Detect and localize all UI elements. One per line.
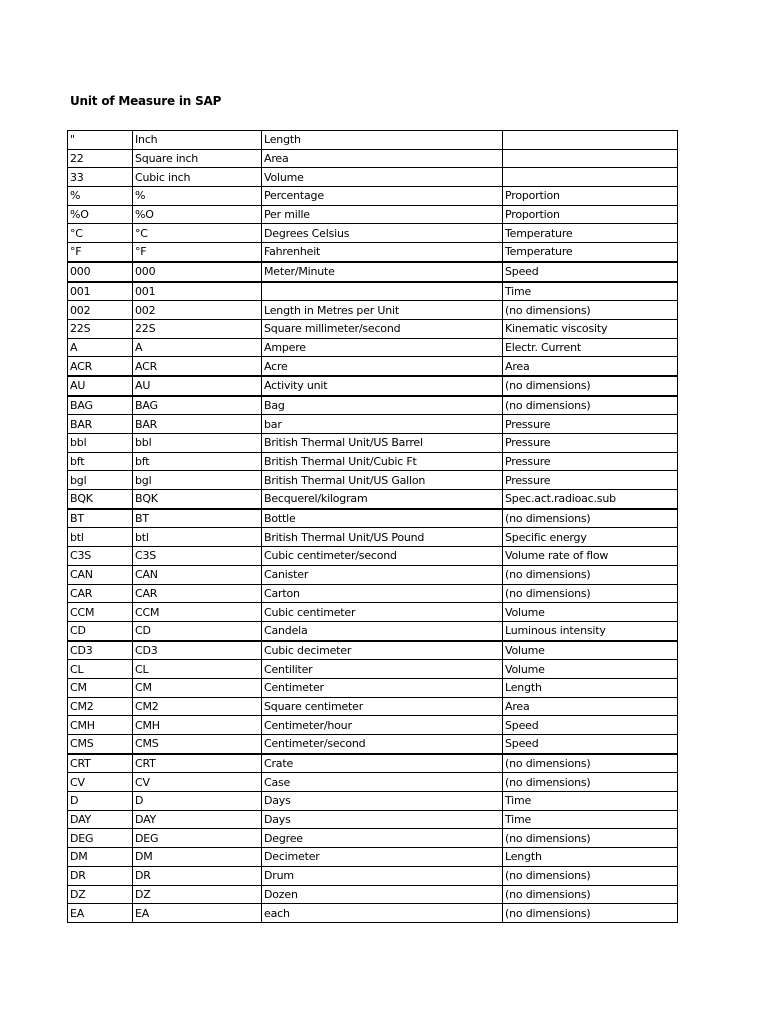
table-row — [68, 452, 678, 471]
table-row — [68, 490, 678, 509]
table-row — [68, 471, 678, 490]
internal-uom-cell: 002 — [133, 301, 262, 320]
internal-uom-cell: BAR — [133, 415, 262, 434]
internal-uom-cell: 001 — [133, 282, 262, 301]
external-uom-cell: % — [68, 187, 133, 206]
dimension-cell: (no dimensions) — [503, 866, 678, 885]
dimension-cell: Speed — [503, 262, 678, 282]
external-uom-cell: 22S — [68, 319, 133, 338]
description-cell: Drum — [262, 866, 503, 885]
internal-uom-cell: CD3 — [133, 641, 262, 660]
internal-uom-cell: ACR — [133, 357, 262, 376]
table-row — [68, 885, 678, 904]
internal-uom-cell: DZ — [133, 885, 262, 904]
internal-uom-cell: C3S — [133, 547, 262, 566]
dimension-cell: Pressure — [503, 434, 678, 453]
table-row — [68, 678, 678, 697]
internal-uom-cell: CV — [133, 773, 262, 792]
table-row — [68, 660, 678, 679]
external-uom-cell: CL — [68, 660, 133, 679]
external-uom-cell: CMS — [68, 735, 133, 754]
external-uom-cell: CCM — [68, 603, 133, 622]
table-row — [68, 754, 678, 773]
table-row — [68, 697, 678, 716]
table-row — [68, 168, 678, 187]
internal-uom-cell: Square inch — [133, 149, 262, 168]
description-cell: Cubic decimeter — [262, 641, 503, 660]
dimension-cell: (no dimensions) — [503, 904, 678, 923]
description-cell: Degree — [262, 829, 503, 848]
table-row — [68, 319, 678, 338]
external-uom-cell: CAR — [68, 584, 133, 603]
external-uom-cell: bbl — [68, 434, 133, 453]
internal-uom-cell: CD — [133, 621, 262, 640]
external-uom-cell: AU — [68, 376, 133, 396]
external-uom-cell: DAY — [68, 810, 133, 829]
description-cell: Bottle — [262, 509, 503, 528]
internal-uom-cell: BQK — [133, 490, 262, 509]
dimension-cell: Proportion — [503, 187, 678, 206]
description-cell: bar — [262, 415, 503, 434]
dimension-cell: (no dimensions) — [503, 773, 678, 792]
internal-uom-cell: CM2 — [133, 697, 262, 716]
table-row — [68, 396, 678, 415]
internal-uom-cell: 000 — [133, 262, 262, 282]
description-cell: each — [262, 904, 503, 923]
description-cell: Crate — [262, 754, 503, 773]
internal-uom-cell: btl — [133, 528, 262, 547]
description-cell: Cubic centimeter — [262, 603, 503, 622]
external-uom-cell: bgl — [68, 471, 133, 490]
table-row — [68, 262, 678, 282]
internal-uom-cell: DAY — [133, 810, 262, 829]
internal-uom-cell: Cubic inch — [133, 168, 262, 187]
description-cell — [262, 282, 503, 301]
dimension-cell — [503, 168, 678, 187]
table-row — [68, 829, 678, 848]
dimension-cell: Volume — [503, 641, 678, 660]
description-cell: Area — [262, 149, 503, 168]
dimension-cell: Time — [503, 792, 678, 811]
table-row — [68, 621, 678, 640]
table-row — [68, 187, 678, 206]
dimension-cell: (no dimensions) — [503, 885, 678, 904]
description-cell: Meter/Minute — [262, 262, 503, 282]
description-cell: Becquerel/kilogram — [262, 490, 503, 509]
internal-uom-cell: BAG — [133, 396, 262, 415]
table-row — [68, 848, 678, 867]
dimension-cell: Temperature — [503, 243, 678, 262]
description-cell: Days — [262, 792, 503, 811]
description-cell: Fahrenheit — [262, 243, 503, 262]
description-cell: Degrees Celsius — [262, 224, 503, 243]
description-cell: Centimeter/second — [262, 735, 503, 754]
internal-uom-cell: °F — [133, 243, 262, 262]
dimension-cell: Kinematic viscosity — [503, 319, 678, 338]
table-row — [68, 641, 678, 660]
external-uom-cell: DZ — [68, 885, 133, 904]
description-cell: Activity unit — [262, 376, 503, 396]
internal-uom-cell: Inch — [133, 131, 262, 150]
table-row — [68, 565, 678, 584]
internal-uom-cell: DR — [133, 866, 262, 885]
table-row — [68, 415, 678, 434]
external-uom-cell: CV — [68, 773, 133, 792]
table-row — [68, 282, 678, 301]
description-cell: Square millimeter/second — [262, 319, 503, 338]
internal-uom-cell: CCM — [133, 603, 262, 622]
description-cell: Per mille — [262, 205, 503, 224]
table-row — [68, 338, 678, 357]
internal-uom-cell: 22S — [133, 319, 262, 338]
internal-uom-cell: CMH — [133, 716, 262, 735]
external-uom-cell: °C — [68, 224, 133, 243]
external-uom-cell: CAN — [68, 565, 133, 584]
description-cell: Case — [262, 773, 503, 792]
table-row — [68, 149, 678, 168]
dimension-cell: (no dimensions) — [503, 301, 678, 320]
table-row — [68, 131, 678, 150]
external-uom-cell: °F — [68, 243, 133, 262]
table-row — [68, 603, 678, 622]
description-cell: Decimeter — [262, 848, 503, 867]
internal-uom-cell: AU — [133, 376, 262, 396]
external-uom-cell: 22 — [68, 149, 133, 168]
dimension-cell: Area — [503, 357, 678, 376]
dimension-cell: Electr. Current — [503, 338, 678, 357]
dimension-cell: Temperature — [503, 224, 678, 243]
external-uom-cell: 33 — [68, 168, 133, 187]
table-row — [68, 357, 678, 376]
description-cell: Ampere — [262, 338, 503, 357]
internal-uom-cell: %O — [133, 205, 262, 224]
external-uom-cell: ACR — [68, 357, 133, 376]
description-cell: Centimeter — [262, 678, 503, 697]
external-uom-cell: 001 — [68, 282, 133, 301]
document-title: Unit of Measure in SAP — [70, 94, 222, 108]
dimension-cell: Pressure — [503, 415, 678, 434]
table-row — [68, 434, 678, 453]
table-row — [68, 792, 678, 811]
table-row — [68, 904, 678, 923]
description-cell: Acre — [262, 357, 503, 376]
dimension-cell: Volume rate of flow — [503, 547, 678, 566]
description-cell: British Thermal Unit/US Barrel — [262, 434, 503, 453]
internal-uom-cell: DM — [133, 848, 262, 867]
description-cell: Days — [262, 810, 503, 829]
external-uom-cell: CD3 — [68, 641, 133, 660]
description-cell: Percentage — [262, 187, 503, 206]
table-row — [68, 224, 678, 243]
internal-uom-cell: bft — [133, 452, 262, 471]
description-cell: British Thermal Unit/Cubic Ft — [262, 452, 503, 471]
external-uom-cell: " — [68, 131, 133, 150]
dimension-cell: Luminous intensity — [503, 621, 678, 640]
internal-uom-cell: CL — [133, 660, 262, 679]
dimension-cell: (no dimensions) — [503, 396, 678, 415]
internal-uom-cell: CAN — [133, 565, 262, 584]
external-uom-cell: C3S — [68, 547, 133, 566]
external-uom-cell: 002 — [68, 301, 133, 320]
internal-uom-cell: CMS — [133, 735, 262, 754]
dimension-cell: (no dimensions) — [503, 754, 678, 773]
unit-of-measure-table — [67, 130, 678, 923]
dimension-cell: (no dimensions) — [503, 829, 678, 848]
internal-uom-cell: BT — [133, 509, 262, 528]
description-cell: Length — [262, 131, 503, 150]
dimension-cell: Volume — [503, 603, 678, 622]
dimension-cell: Pressure — [503, 452, 678, 471]
dimension-cell: Proportion — [503, 205, 678, 224]
internal-uom-cell: A — [133, 338, 262, 357]
dimension-cell: Time — [503, 810, 678, 829]
dimension-cell: Length — [503, 678, 678, 697]
external-uom-cell: bft — [68, 452, 133, 471]
description-cell: British Thermal Unit/US Pound — [262, 528, 503, 547]
external-uom-cell: BAG — [68, 396, 133, 415]
table-row — [68, 547, 678, 566]
external-uom-cell: BAR — [68, 415, 133, 434]
description-cell: Carton — [262, 584, 503, 603]
external-uom-cell: CMH — [68, 716, 133, 735]
external-uom-cell: DR — [68, 866, 133, 885]
dimension-cell: Spec.act.radioac.sub — [503, 490, 678, 509]
internal-uom-cell: CM — [133, 678, 262, 697]
description-cell: Dozen — [262, 885, 503, 904]
external-uom-cell: %O — [68, 205, 133, 224]
description-cell: Cubic centimeter/second — [262, 547, 503, 566]
internal-uom-cell: D — [133, 792, 262, 811]
internal-uom-cell: % — [133, 187, 262, 206]
internal-uom-cell: °C — [133, 224, 262, 243]
table-row — [68, 301, 678, 320]
description-cell: Volume — [262, 168, 503, 187]
internal-uom-cell: CAR — [133, 584, 262, 603]
table-row — [68, 509, 678, 528]
description-cell: Canister — [262, 565, 503, 584]
dimension-cell: Pressure — [503, 471, 678, 490]
dimension-cell: Specific energy — [503, 528, 678, 547]
external-uom-cell: BQK — [68, 490, 133, 509]
description-cell: Centimeter/hour — [262, 716, 503, 735]
dimension-cell: Length — [503, 848, 678, 867]
table-row — [68, 735, 678, 754]
dimension-cell: (no dimensions) — [503, 376, 678, 396]
internal-uom-cell: EA — [133, 904, 262, 923]
table-row — [68, 773, 678, 792]
dimension-cell: (no dimensions) — [503, 584, 678, 603]
table-row — [68, 810, 678, 829]
description-cell: Candela — [262, 621, 503, 640]
external-uom-cell: EA — [68, 904, 133, 923]
dimension-cell: Speed — [503, 735, 678, 754]
external-uom-cell: CM — [68, 678, 133, 697]
dimension-cell: Volume — [503, 660, 678, 679]
internal-uom-cell: bgl — [133, 471, 262, 490]
table-row — [68, 528, 678, 547]
external-uom-cell: D — [68, 792, 133, 811]
table-row — [68, 243, 678, 262]
external-uom-cell: CRT — [68, 754, 133, 773]
dimension-cell — [503, 131, 678, 150]
description-cell: Bag — [262, 396, 503, 415]
table-row — [68, 716, 678, 735]
dimension-cell: Time — [503, 282, 678, 301]
dimension-cell: Area — [503, 697, 678, 716]
external-uom-cell: 000 — [68, 262, 133, 282]
external-uom-cell: CD — [68, 621, 133, 640]
external-uom-cell: A — [68, 338, 133, 357]
description-cell: Centiliter — [262, 660, 503, 679]
external-uom-cell: CM2 — [68, 697, 133, 716]
internal-uom-cell: bbl — [133, 434, 262, 453]
table-row — [68, 376, 678, 396]
external-uom-cell: BT — [68, 509, 133, 528]
external-uom-cell: DEG — [68, 829, 133, 848]
description-cell: Length in Metres per Unit — [262, 301, 503, 320]
internal-uom-cell: CRT — [133, 754, 262, 773]
internal-uom-cell: DEG — [133, 829, 262, 848]
table-row — [68, 866, 678, 885]
description-cell: British Thermal Unit/US Gallon — [262, 471, 503, 490]
table-row — [68, 205, 678, 224]
dimension-cell: Speed — [503, 716, 678, 735]
external-uom-cell: btl — [68, 528, 133, 547]
dimension-cell: (no dimensions) — [503, 509, 678, 528]
external-uom-cell: DM — [68, 848, 133, 867]
dimension-cell — [503, 149, 678, 168]
table-row — [68, 584, 678, 603]
table-body — [68, 131, 678, 923]
description-cell: Square centimeter — [262, 697, 503, 716]
dimension-cell: (no dimensions) — [503, 565, 678, 584]
